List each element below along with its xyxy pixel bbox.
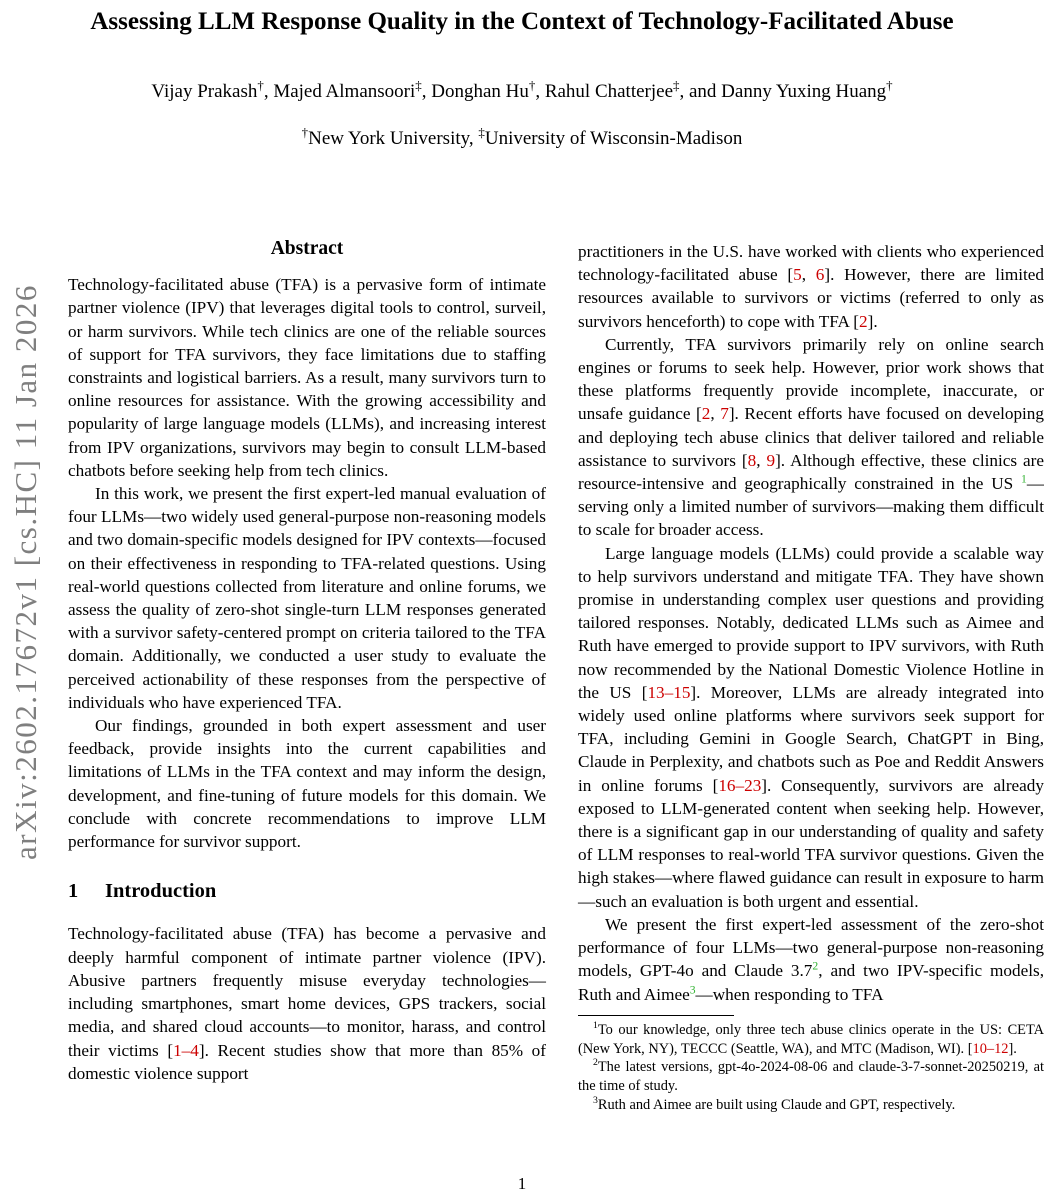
abstract-heading: Abstract <box>270 238 344 259</box>
footnotes-block <box>578 1015 1044 1115</box>
citation-link[interactable]: 13–15 <box>647 682 691 702</box>
paper-header <box>0 0 1044 151</box>
footnote-ref-link[interactable]: 2 <box>812 959 819 973</box>
intro-paragraph-2: Currently, TFA survivors primarily rely on online search engines or forums to seek help. However, prior work shows that these platforms frequently provide incomplete, inaccurate, or unsafe guidance [2, 7]. Recent efforts have focused on developing and deploying tech abuse clinics that deliver tailored and reliable assistance to survivors [8, 9]. Although effective, these clinics are resource-intensive and geographically constrained in the US $^1$—serving only a limited number of survivors—making them difficult to scale for broader access. <box>578 334 1044 540</box>
abstract-paragraph-2: In this work, we present the first expert-led manual evaluation of four LLMs—two widely used general-purpose non-reasoning models and two domain-specific models designed for IPV contexts—focused on their effectiveness in responding to TFA-related questions. Using real-world questions collected from literature and online forums, we assess the quality of zero-shot single-turn LLM responses generated with a survivor safety-centered prompt on criteria tailored to the TFA domain. Additionally, we conducted a user study to evaluate the perceived actionability of these responses from the perspective of individuals who have experienced TFA. <box>68 484 546 712</box>
citation-link[interactable]: 10–12 <box>972 1040 1009 1057</box>
citation-link[interactable]: 1–4 <box>173 1040 199 1060</box>
superscript-marker: ‡ <box>478 124 485 140</box>
footnote-3: $^3$Ruth and Aimee are built using Claude and GPT, respectively. <box>593 1095 956 1113</box>
left-column <box>68 237 546 1085</box>
superscript-marker: 3 <box>593 1095 598 1107</box>
citation-link[interactable]: 2 <box>859 311 868 331</box>
citation-link[interactable]: 16–23 <box>718 775 762 795</box>
superscript-marker: ‡ <box>415 77 422 93</box>
citation-link[interactable]: 7 <box>720 404 729 424</box>
superscript-marker: † <box>528 77 536 93</box>
intro-paragraph-3: Large language models (LLMs) could provide a scalable way to help survivors understand and mitigate TFA. They have shown promise in understanding complex user questions and providing tailored responses. Notably, dedicated LLMs such as Aimee and Ruth have emerged to provide support to IPV survivors, with Ruth now recommended by the National Domestic Violence Hotline in the US [13–15]. Moreover, LLMs are already integrated into widely used online platforms where survivors seek support for TFA, including Gemini in Google Search, ChatGPT in Bing, Claude in Perplexity, and chatbots such as Poe and Reddit Answers in online forums [16–23]. Consequently, survivors are already exposed to LLM-generated content when seeking help. However, there is a significant gap in our understanding of quality and safety of LLM responses to real-world TFA survivor questions. Given the high stakes—where flawed guidance can result in exposure to harm—such an evaluation is both urgent and essential. <box>578 543 1044 911</box>
citation-link[interactable]: 9 <box>766 450 776 470</box>
abstract-paragraph-1: Technology-facilitated abuse (TFA) is a pervasive form of intimate partner violence (IPV) that leverages digital tools to control, surveil, or harm survivors. While tech clinics are one of the reliable sources of support for TFA survivors, they face limitations due to staffing constraints and logistical barriers. As a result, many survivors turn to online resources for assistance. With the growing accessibility and popularity of large language models (LLMs), and increasing interest from IPV organizations, survivors may begin to consult LLM-based chatbots before seeking help from tech clinics. <box>68 275 546 480</box>
citation-link[interactable]: 2 <box>701 404 711 424</box>
abstract-paragraph-3: Our findings, grounded in both expert assessment and user feedback, provide insights into the current capabilities and limitations of LLMs in the TFA context and may inform the design, development, and fine-tuning of future models for this domain. We conclude with concrete recommendations to improve LLM performance for survivor support. <box>68 716 546 852</box>
citation-link[interactable]: 5 <box>793 265 802 285</box>
footnote-rule <box>578 1015 734 1016</box>
intro-paragraph-left: Technology-facilitated abuse (TFA) has become a pervasive and deeply harmful component of intimate partner violence (IPV). Abusive partners frequently misuse everyday technologies—including smartphones, smart home devices, GPS trackers, social media, and shared cloud accounts—to monitor, harass, and control their victims [1–4]. Recent studies show that more than 85% of domestic violence support <box>68 924 547 1083</box>
footnote-ref-link[interactable]: 1 <box>1020 472 1027 486</box>
paper-title: Assessing LLM Response Quality in the Context of Technology-Facilitated Abuse <box>90 8 954 35</box>
arxiv-watermark: arXiv:2602.17672v1 [cs.HC] 11 Jan 2026 <box>8 284 43 860</box>
superscript-marker: † <box>886 77 893 93</box>
citation-link[interactable]: 8 <box>747 450 757 470</box>
right-column <box>578 240 1044 1115</box>
section-number: 1 <box>68 880 79 903</box>
superscript-marker: † <box>301 124 309 140</box>
footnote-1: $^1$To our knowledge, only three tech abuse clinics operate in the US: CETA (New York, NY), TECCC (Seattle, WA), and MTC (Madison, WI). [10–12]. <box>578 1019 1044 1057</box>
author-line: Vijay Prakash†, Majed Almansoori‡, Donghan Hu†, Rahul Chatterjee‡, and Danny Yuxing Huang† <box>151 77 893 102</box>
footnote-2: $^2$The latest versions, gpt-4o-2024-08-06 and claude-3-7-sonnet-20250219, at the time of study. <box>578 1057 1044 1095</box>
footnote-ref-link[interactable]: 3 <box>689 982 696 996</box>
superscript-marker: 1 <box>593 1019 598 1031</box>
intro-paragraph-4: We present the first expert-led assessment of the zero-shot performance of four LLMs—two general-purpose non-reasoning models, GPT-4o and Claude 3.7$^2$, and two IPV-specific models, Ruth and Aimee$^3$—when responding to TFA <box>578 914 1044 1004</box>
intro-paragraph-continued: practitioners in the U.S. have worked with clients who experienced technology-facilitated abuse [5, 6]. However, there are limited resources available to survivors or victims (referred to only as survivors henceforth) to cope with TFA [2]. <box>578 242 1044 331</box>
superscript-marker: † <box>257 77 264 93</box>
citation-link[interactable]: 6 <box>815 265 825 285</box>
affiliation-line: †New York University, ‡University of Wisconsin-Madison <box>301 124 743 149</box>
superscript-marker: 2 <box>593 1057 598 1069</box>
section-title: Introduction <box>105 880 217 903</box>
superscript-marker: ‡ <box>673 77 680 93</box>
section-heading-introduction <box>68 880 546 903</box>
page-number: 1 <box>517 1174 527 1193</box>
